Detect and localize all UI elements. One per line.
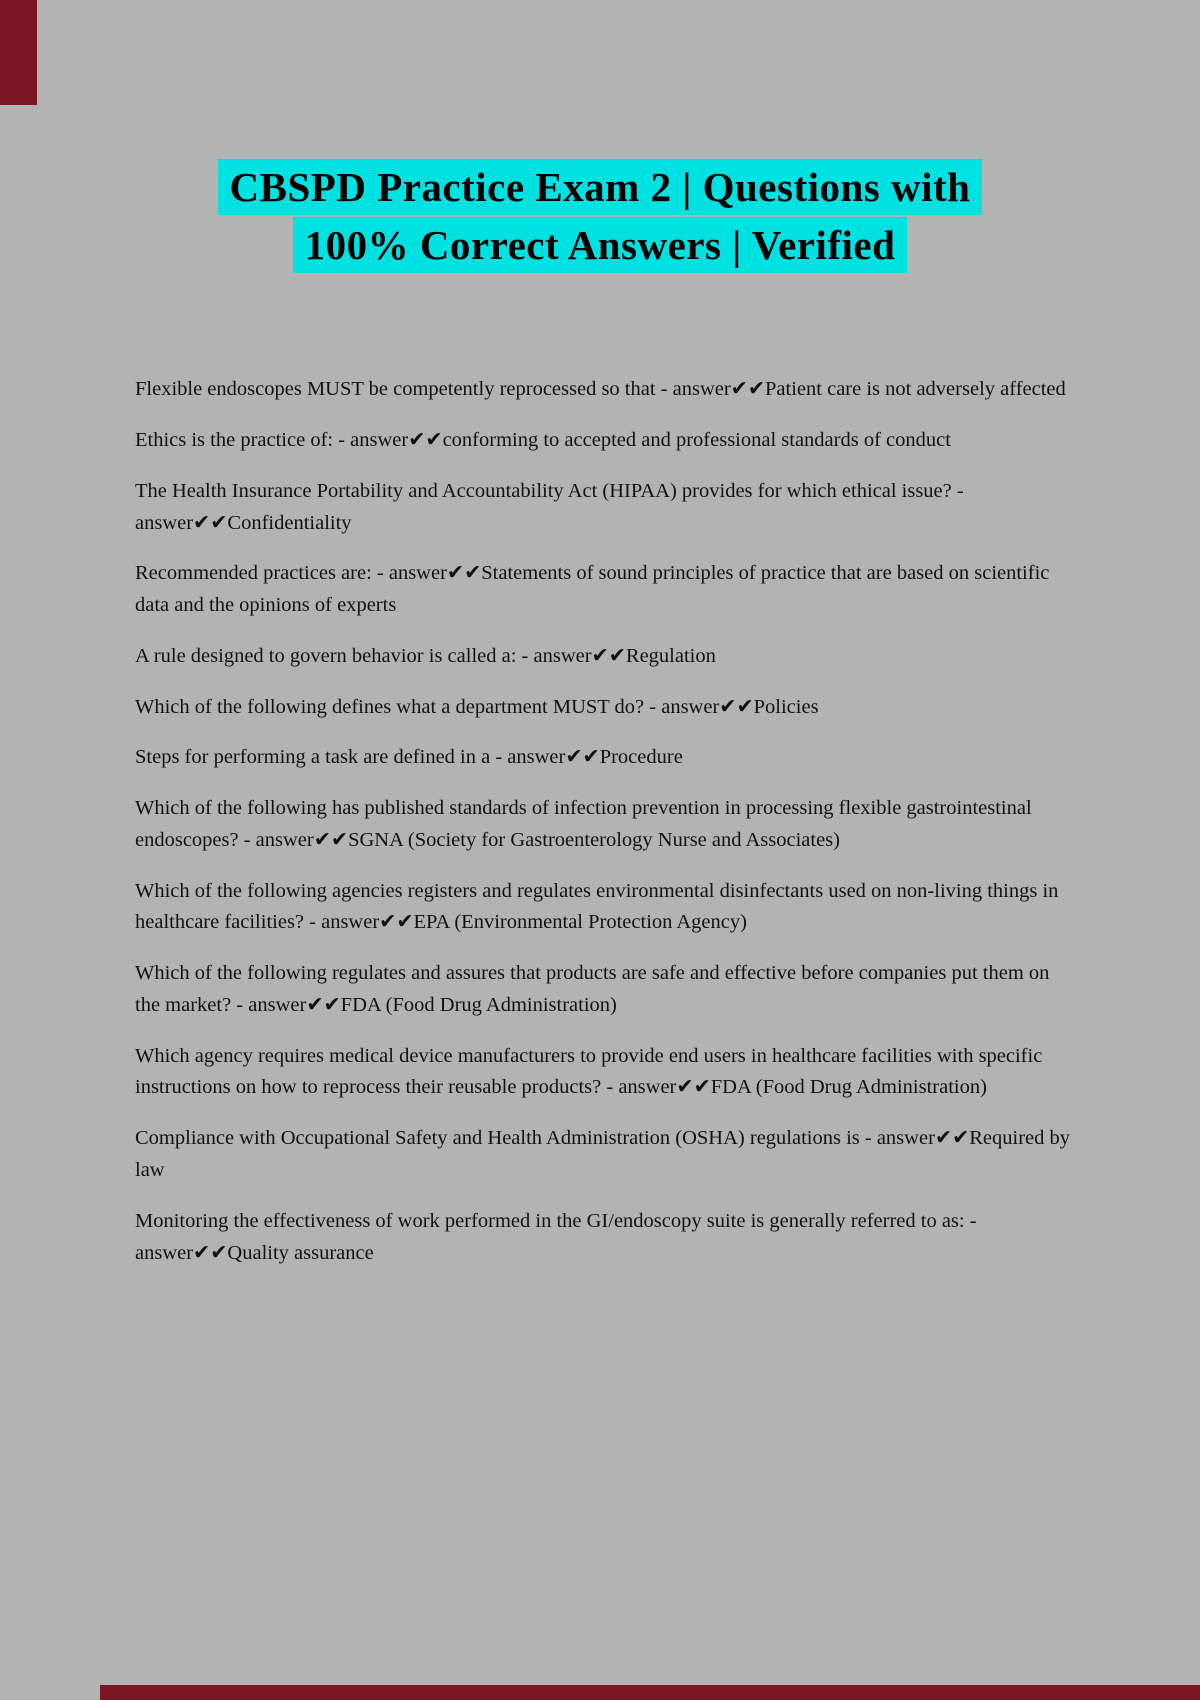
qa-list bbox=[135, 374, 1075, 1269]
qa-item: Monitoring the effectiveness of work performed in the GI/endoscopy suite is generally referred to as: - answer✔✔Quality assurance bbox=[135, 1209, 977, 1264]
qa-item: The Health Insurance Portability and Accountability Act (HIPAA) provides for which ethical issue? - answer✔✔Confidentiality bbox=[135, 479, 964, 534]
page-bottom-bar-decoration bbox=[100, 1685, 1200, 1700]
qa-item: Which of the following agencies registers and regulates environmental disinfectants used on non-living things in healthcare facilities? - answer✔✔EPA (Environmental Protection Agency) bbox=[135, 879, 1059, 934]
qa-item: Which of the following has published standards of infection prevention in processing flexible gastrointestinal endoscopes? - answer✔✔SGNA (Society for Gastroenterology Nurse and Associates) bbox=[135, 797, 1032, 851]
qa-item: Ethics is the practice of: - answer✔✔conforming to accepted and professional standards of conduct bbox=[135, 428, 951, 451]
qa-item: Which of the following regulates and assures that products are safe and effective before companies put them on the market? - answer✔✔FDA (Food Drug Administration) bbox=[135, 962, 1050, 1016]
document-title-line-2: 100% Correct Answers | Verified bbox=[293, 217, 908, 273]
qa-item: A rule designed to govern behavior is called a: - answer✔✔Regulation bbox=[135, 644, 716, 667]
qa-item: Recommended practices are: - answer✔✔Statements of sound principles of practice that are based on scientific data and the opinions of experts bbox=[135, 562, 1050, 617]
qa-item: Flexible endoscopes MUST be competently reprocessed so that - answer✔✔Patient care is not adversely affected bbox=[135, 378, 1066, 401]
document-title bbox=[0, 0, 1200, 274]
qa-item: Which of the following defines what a department MUST do? - answer✔✔Policies bbox=[135, 695, 819, 718]
document-title-line-1: CBSPD Practice Exam 2 | Questions with bbox=[218, 159, 983, 215]
page-corner-decoration bbox=[0, 0, 37, 105]
qa-item: Which agency requires medical device manufacturers to provide end users in healthcare facilities with specific instructions on how to reprocess their reusable products? - answer✔✔FDA (Food Drug Administration) bbox=[135, 1044, 1043, 1099]
qa-item: Steps for performing a task are defined in a - answer✔✔Procedure bbox=[135, 746, 683, 769]
qa-item: Compliance with Occupational Safety and Health Administration (OSHA) regulations is - answer✔✔Required by law bbox=[135, 1127, 1071, 1181]
